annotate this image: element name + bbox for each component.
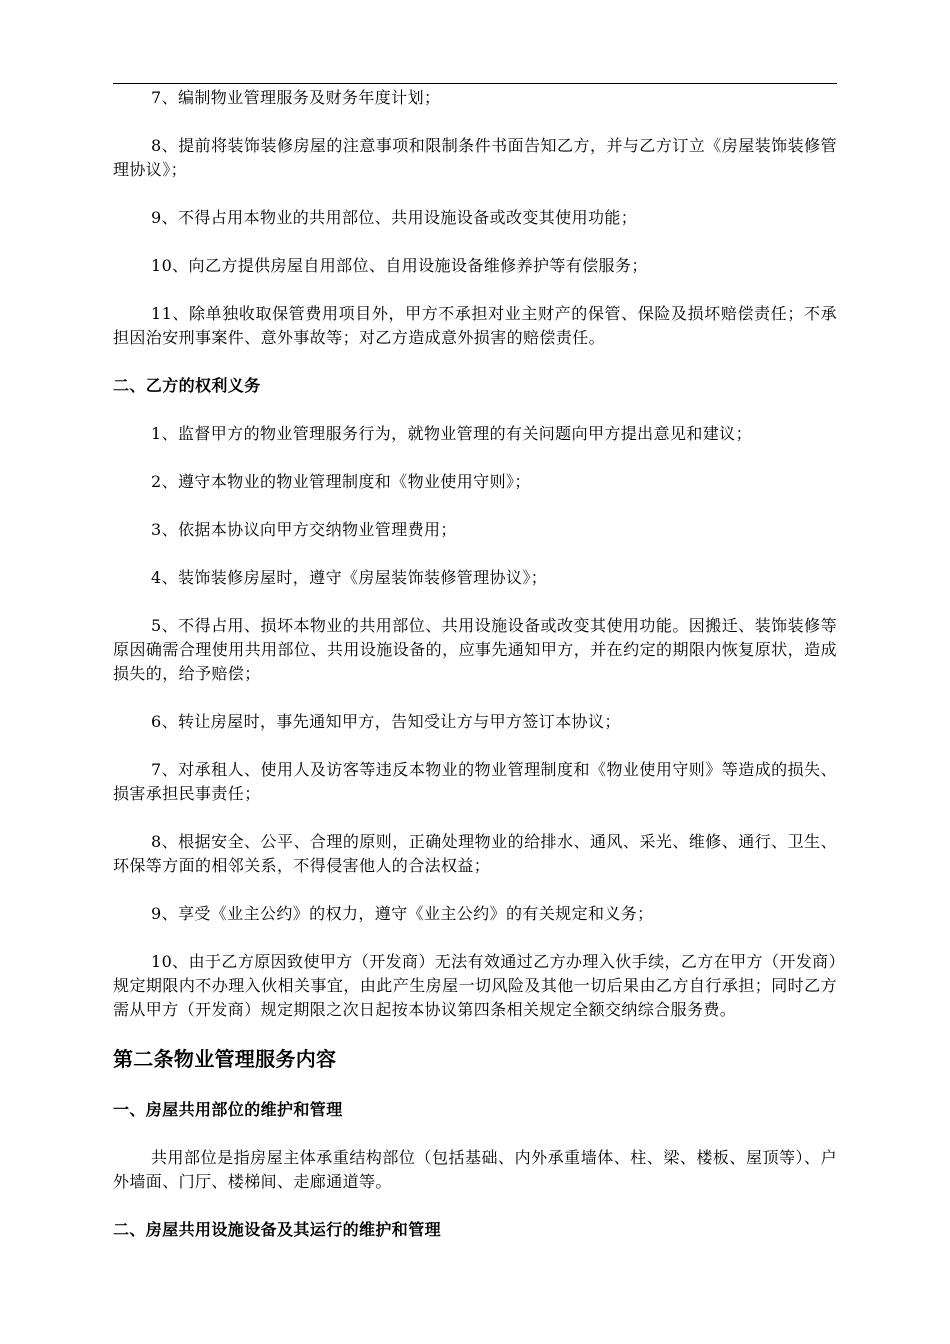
- paragraph: 共用部位是指房屋主体承重结构部位（包括基础、内外承重墙体、柱、梁、楼板、屋顶等）、户外墙面、门厅、楼梯间、走廊通道等。: [113, 1148, 837, 1191]
- header-rule: [113, 83, 837, 84]
- paragraph: 6、转让房屋时，事先通知甲方，告知受让方与甲方签订本协议；: [151, 712, 621, 731]
- paragraph: 11、除单独收取保管费用项目外，甲方不承担对业主财产的保管、保险及损坏赔偿责任；不承担因治安刑事案件、意外事故等；对乙方造成意外损害的赔偿责任。: [113, 304, 837, 347]
- paragraph: 5、不得占用、损坏本物业的共用部位、共用设施设备或改变其使用功能。因搬迁、装饰装修等原因确需合理使用共用部位、共用设施设备的，应事先通知甲方，并在约定的期限内恢复原状，造成损失的，给予赔偿；: [113, 616, 837, 683]
- paragraph: 7、编制物业管理服务及财务年度计划；: [151, 88, 441, 107]
- paragraph: 9、不得占用本物业的共用部位、共用设施设备或改变其使用功能；: [151, 208, 638, 227]
- section-heading: 二、乙方的权利义务: [113, 376, 261, 395]
- section-heading: 二、房屋共用设施设备及其运行的维护和管理: [113, 1220, 442, 1239]
- paragraph: 1、监督甲方的物业管理服务行为，就物业管理的有关问题向甲方提出意见和建议；: [151, 424, 752, 443]
- paragraph: 3、依据本协议向甲方交纳物业管理费用；: [151, 520, 457, 539]
- section-heading: 一、房屋共用部位的维护和管理: [113, 1100, 343, 1119]
- paragraph: 2、遵守本物业的物业管理制度和《物业使用守则》；: [151, 472, 531, 491]
- paragraph: 8、根据安全、公平、合理的原则，正确处理物业的给排水、通风、采光、维修、通行、卫生、环保等方面的相邻关系，不得侵害他人的合法权益；: [113, 832, 837, 875]
- paragraph: 10、由于乙方原因致使甲方（开发商）无法有效通过乙方办理入伙手续，乙方在甲方（开发商）规定期限内不办理入伙相关事宜，由此产生房屋一切风险及其他一切后果由乙方自行承担；同时乙方需从甲方（开发商）规定期限之次日起按本协议第四条相关规定全额交纳综合服务费。: [113, 952, 837, 1019]
- paragraph: 4、装饰装修房屋时，遵守《房屋装饰装修管理协议》；: [151, 568, 548, 587]
- paragraph: 10、向乙方提供房屋自用部位、自用设施设备维修养护等有偿服务；: [151, 256, 648, 275]
- paragraph: 9、享受《业主公约》的权力，遵守《业主公约》的有关规定和义务；: [151, 904, 654, 923]
- paragraph: 8、提前将装饰装修房屋的注意事项和限制条件书面告知乙方，并与乙方订立《房屋装饰装修管理协议》；: [113, 136, 837, 179]
- paragraph: 7、对承租人、使用人及访客等违反本物业的物业管理制度和《物业使用守则》等造成的损失、损害承担民事责任；: [113, 760, 837, 803]
- document-body: [113, 86, 837, 1266]
- article-title: 第二条物业管理服务内容: [113, 1047, 337, 1071]
